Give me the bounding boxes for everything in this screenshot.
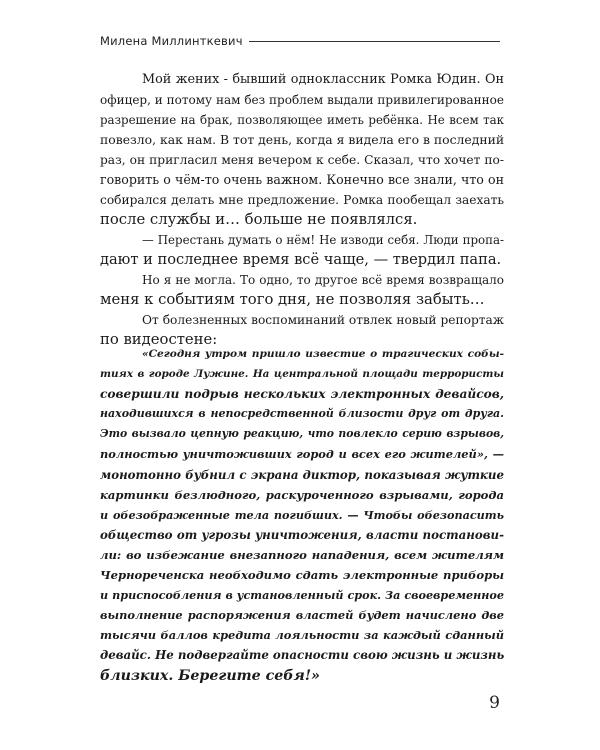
quote-line: близких. Берегите себя!»	[100, 667, 320, 684]
text-line: говорить о чём-то очень важном. Конечно все знали, что он	[100, 172, 504, 187]
page-number: 9	[489, 693, 500, 713]
body-text	[100, 70, 504, 350]
quote-line: девайс. Не подвергайте опасности свою жизнь и жизнь	[100, 648, 505, 663]
quote-line: общество от угрозы уничтожения, власти постанови-	[100, 527, 504, 542]
text-line: От болезненных воспоминаний отвлек новый репортаж	[142, 313, 504, 327]
quote-line: и приспособления в установленный срок. За своевременное	[100, 588, 504, 603]
text-line: после службы и… больше не появлялся.	[100, 211, 418, 228]
text-line: разрешение на брак, позволяющее иметь ребёнка. Не всем так	[100, 113, 504, 127]
quote-line: Чернореченска необходимо сдать электронные приборы	[100, 568, 504, 583]
text-line: раз, он пригласил меня вечером к себе. Сказал, что хочет по-	[100, 153, 504, 167]
quote-line: тиях в городе Лужине. На центральной площади террористы	[100, 368, 504, 381]
text-line: — Перестань думать о нём! Не изводи себя. Люди пропа-	[142, 233, 504, 247]
header-rule	[249, 41, 500, 42]
text-line: собирался делать мне предложение. Ромка пообещал заехать	[100, 193, 504, 207]
quote-line: совершили подрыв нескольких электронных девайсов,	[100, 387, 504, 402]
text-line: по видеостене:	[100, 331, 218, 348]
broadcast-quote	[100, 344, 504, 686]
text-line: Но я не могла. То одно, то другое всё время возвращало	[142, 273, 504, 287]
running-header	[100, 31, 500, 51]
text-line: офицер, и потому нам без проблем выдали привилегированное	[100, 93, 504, 107]
text-line: дают и последнее время всё чаще, — твердил папа.	[100, 251, 502, 268]
quote-line: монотонно бубнил с экрана диктор, показывая жуткие	[100, 467, 504, 482]
text-line: меня к событиям того дня, не позволяя забыть…	[100, 291, 485, 308]
quote-line: Это вызвало цепную реакцию, что повлекло серию взрывов,	[100, 427, 504, 441]
quote-line: ли: во избежание внезапного нападения, всем жителям	[100, 547, 504, 562]
quote-line: полностью уничтоживших город и всех его жителей», —	[100, 447, 504, 462]
quote-line: «Сегодня утром пришло известие о трагических собы-	[142, 348, 504, 360]
quote-line: и обезображенные тела погибших. — Чтобы обезопасить	[100, 507, 504, 522]
text-line: Мой жених - бывший одноклассник Ромка Юдин. Он	[142, 72, 504, 87]
quote-line: выполнение распоряжения властей будет начислено две	[100, 608, 504, 623]
author-name: Милена Миллинткевич	[100, 34, 243, 48]
quote-line: находившихся в непосредственной близости друг от друга.	[100, 407, 504, 421]
quote-line: тысячи баллов кредита лояльности за каждый сданный	[100, 628, 504, 643]
quote-line: картинки безлюдного, раскуроченного взрывами, города	[100, 487, 504, 502]
text-line: повезло, как нам. В тот день, когда я видела его в последний	[100, 132, 505, 147]
